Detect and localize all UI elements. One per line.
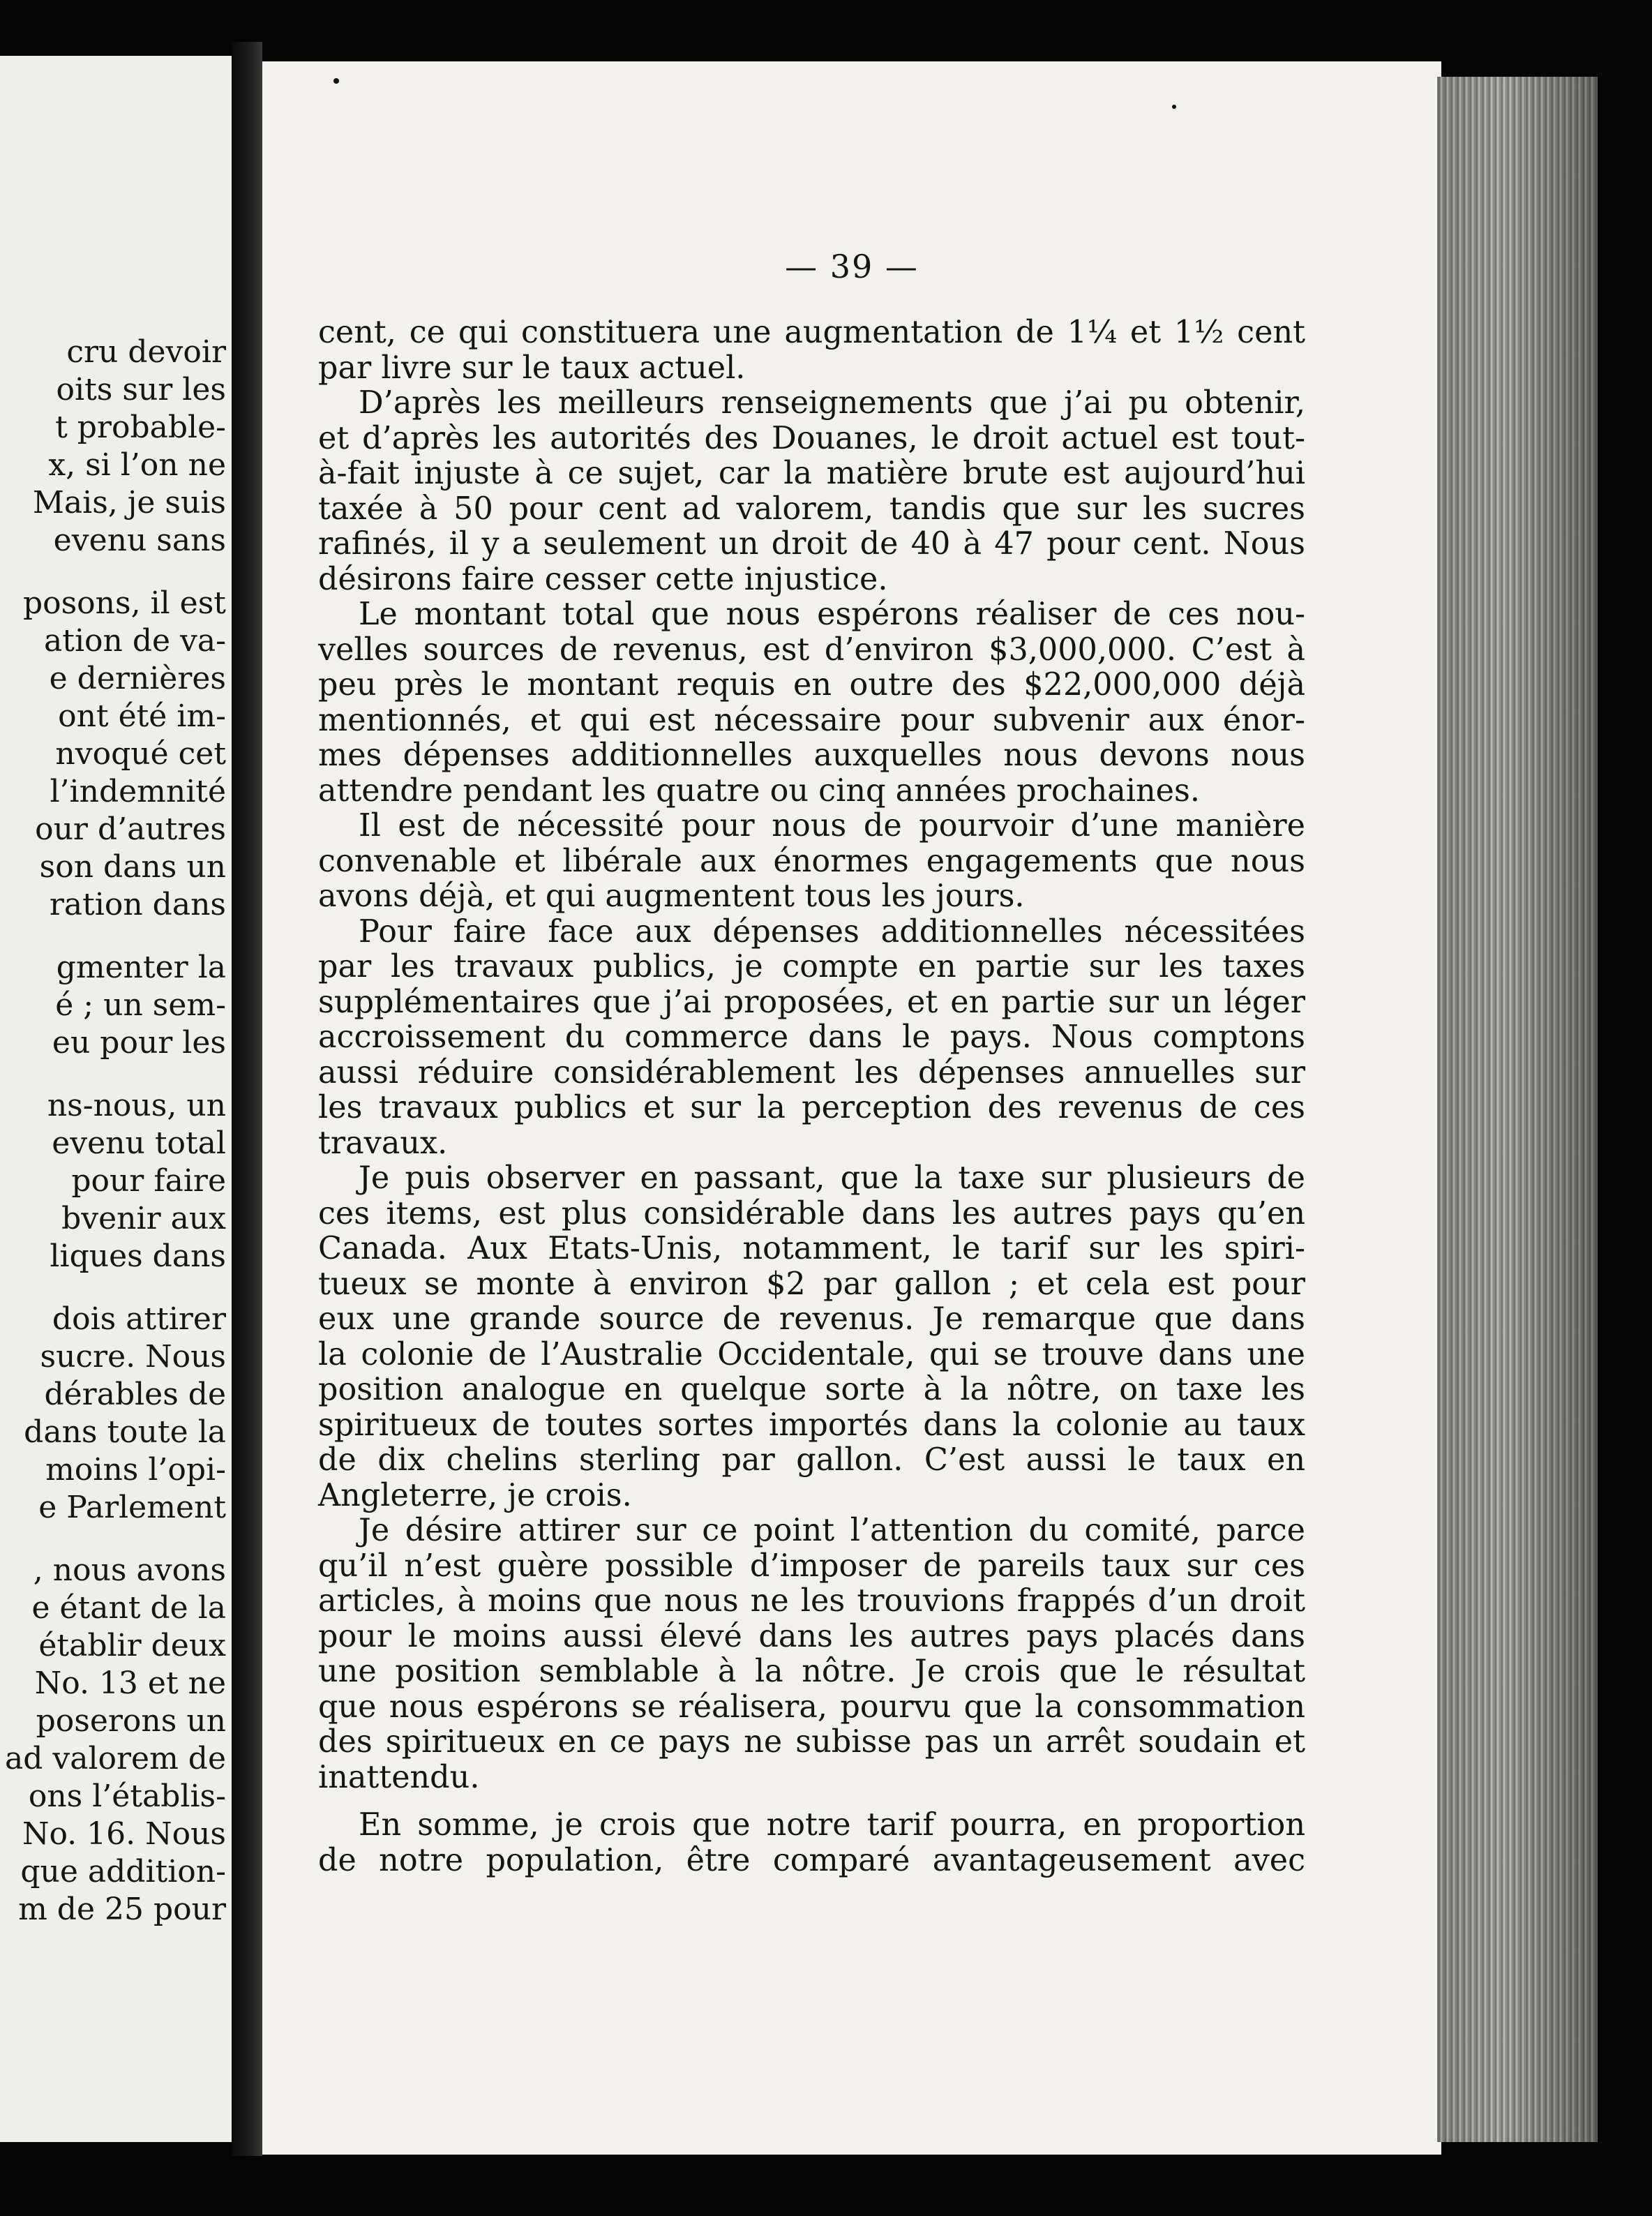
- text-line: de notre population, être comparé avantageusement avec: [318, 1842, 1305, 1878]
- previous-page-line: é ; un sem-: [55, 987, 226, 1023]
- text-line: ces items, est plus considérable dans les autres pays qu’en: [318, 1195, 1305, 1231]
- previous-page-line: moins l’opi-: [45, 1452, 226, 1488]
- previous-page-line: ation de va-: [44, 623, 226, 659]
- previous-page-line: [0, 1527, 226, 1552]
- page-body-text: [318, 315, 1305, 1878]
- text-line: rafinés, il y a seulement un droit de 40 à 47 pour cent. Nous: [318, 526, 1305, 562]
- book-gutter: [232, 42, 262, 2156]
- text-line: de dix chelins sterling par gallon. C’est aussi le taux en: [318, 1442, 1305, 1478]
- previous-page-line: l’indemnité: [50, 774, 226, 809]
- previous-page-line: evenu sans: [53, 523, 226, 558]
- previous-page-line: [0, 1275, 226, 1301]
- text-line: cent, ce qui constituera une augmentation de 1¼ et 1½ cent: [318, 315, 1305, 350]
- text-line: les travaux publics et sur la perception des revenus de ces: [318, 1090, 1305, 1125]
- previous-page-line: bvenir aux: [61, 1201, 226, 1236]
- text-line: qu’il n’est guère possible d’imposer de pareils taux sur ces: [318, 1548, 1305, 1584]
- previous-page-line: gmenter la: [56, 950, 226, 985]
- text-line: peu près le montant requis en outre des $22,000,000 déjà: [318, 667, 1305, 703]
- previous-page-text: [0, 334, 226, 1929]
- text-line: par livre sur le taux actuel.: [318, 350, 746, 386]
- previous-page-line: x, si l’on ne: [48, 447, 226, 483]
- previous-page-line: ont été im-: [58, 698, 226, 734]
- text-line: supplémentaires que j’ai proposées, et en partie sur un léger: [318, 984, 1305, 1020]
- previous-page-line: our d’autres: [35, 811, 226, 847]
- text-line: mentionnés, et qui est nécessaire pour subvenir aux énor-: [318, 702, 1305, 738]
- previous-page-line: dérables de: [44, 1377, 226, 1412]
- previous-page-line: ad valorem de: [4, 1741, 226, 1776]
- text-line: avons déjà, et qui augmentent tous les jours.: [318, 878, 1025, 914]
- previous-page-line: [0, 924, 226, 949]
- previous-page-line: ns-nous, un: [47, 1088, 226, 1123]
- text-line: articles, à moins que nous ne les trouvions frappés d’un droit: [318, 1583, 1305, 1619]
- text-line: à-fait injuste à ce sujet, car la matière brute est aujourd’hui: [318, 456, 1305, 491]
- text-line: Le montant total que nous espérons réaliser de ces nou-: [359, 597, 1305, 632]
- text-line: Angleterre, je crois.: [318, 1477, 632, 1513]
- text-line: accroissement du commerce dans le pays. Nous comptons: [318, 1019, 1305, 1055]
- previous-page-line: établir deux: [38, 1628, 226, 1663]
- previous-page-line: pour faire: [71, 1163, 226, 1199]
- previous-page-line: posons, il est: [22, 585, 226, 621]
- previous-page-line: [0, 1062, 226, 1087]
- previous-page-line: No. 13 et ne: [34, 1665, 226, 1701]
- previous-page-strip: [0, 56, 232, 2142]
- text-line: aussi réduire considérablement les dépenses annuelles sur: [318, 1054, 1305, 1091]
- previous-page-line: Mais, je suis: [32, 485, 226, 521]
- previous-page-line: [0, 560, 226, 585]
- text-line: la colonie de l’Australie Occidentale, qui se trouve dans une: [318, 1336, 1305, 1372]
- previous-page-line: m de 25 pour: [18, 1892, 226, 1927]
- text-line: inattendu.: [318, 1759, 480, 1795]
- text-line: Je désire attirer sur ce point l’attention du comité, parce: [359, 1513, 1305, 1548]
- text-line: Canada. Aux Etats-Unis, notamment, le tarif sur les spiri-: [318, 1231, 1305, 1266]
- text-line: par les travaux publics, je compte en partie sur les taxes: [318, 949, 1305, 985]
- page-number: — 39 —: [785, 248, 919, 285]
- previous-page-line: sucre. Nous: [40, 1339, 226, 1375]
- previous-page-line: e étant de la: [31, 1590, 226, 1626]
- previous-page-line: liques dans: [50, 1238, 226, 1274]
- text-line: convenable et libérale aux énormes engagements que nous: [318, 843, 1305, 879]
- previous-page-line: son dans un: [39, 849, 226, 885]
- previous-page-line: No. 16. Nous: [22, 1816, 226, 1852]
- previous-page-line: que addition-: [20, 1854, 226, 1889]
- page-edges: [1437, 77, 1598, 2142]
- previous-page-line: ons l’établis-: [28, 1779, 226, 1814]
- text-line: Pour faire face aux dépenses additionnelles nécessitées: [359, 913, 1305, 950]
- text-line: taxée à 50 pour cent ad valorem, tandis que sur les sucres: [318, 491, 1305, 527]
- text-line: travaux.: [318, 1125, 448, 1161]
- text-line: que nous espérons se réalisera, pourvu que la consommation: [318, 1689, 1305, 1725]
- text-line: désirons faire cesser cette injustice.: [318, 561, 888, 597]
- text-line: velles sources de revenus, est d’environ $3,000,000. C’est à: [318, 631, 1305, 668]
- previous-page-line: e dernières: [49, 661, 226, 696]
- print-speck: [1172, 105, 1176, 109]
- previous-page-line: e Parlement: [38, 1490, 226, 1525]
- text-line: des spiritueux en ce pays ne subisse pas un arrêt soudain et: [318, 1724, 1305, 1760]
- text-line: position analogue en quelque sorte à la nôtre, on taxe les: [318, 1372, 1305, 1407]
- previous-page-line: , nous avons: [33, 1552, 226, 1588]
- previous-page-line: dans toute la: [24, 1414, 226, 1450]
- text-line: et d’après les autorités des Douanes, le droit actuel est tout-: [318, 420, 1305, 456]
- previous-page-line: nvoqué cet: [55, 736, 226, 772]
- text-line: tueux se monte à environ $2 par gallon ; et cela est pour: [318, 1266, 1305, 1302]
- previous-page-line: eu pour les: [52, 1025, 226, 1061]
- text-line: D’après les meilleurs renseignements que j’ai pu obtenir,: [359, 385, 1305, 421]
- previous-page-line: oits sur les: [56, 372, 226, 407]
- text-line: spiritueux de toutes sortes importés dans la colonie au taux: [318, 1407, 1305, 1443]
- text-line: En somme, je crois que notre tarif pourra, en proportion: [359, 1807, 1305, 1843]
- print-speck: [333, 78, 339, 84]
- text-line: Il est de nécessité pour nous de pourvoir d’une manière: [359, 808, 1305, 844]
- previous-page-line: t probable-: [55, 410, 226, 445]
- text-line: pour le moins aussi élevé dans les autres pays placés dans: [318, 1618, 1305, 1654]
- text-line: mes dépenses additionnelles auxquelles nous devons nous: [318, 738, 1305, 773]
- previous-page-line: dois attirer: [52, 1301, 226, 1337]
- previous-page-line: evenu total: [52, 1125, 226, 1161]
- previous-page-line: ration dans: [49, 887, 226, 922]
- previous-page-line: cru devoir: [66, 334, 226, 370]
- text-line: eux une grande source de revenus. Je remarque que dans: [318, 1301, 1305, 1337]
- text-line: une position semblable à la nôtre. Je crois que le résultat: [318, 1654, 1305, 1689]
- text-line: Je puis observer en passant, que la taxe sur plusieurs de: [359, 1160, 1305, 1196]
- text-line: attendre pendant les quatre ou cinq années prochaines.: [318, 772, 1200, 809]
- previous-page-line: poserons un: [36, 1703, 226, 1739]
